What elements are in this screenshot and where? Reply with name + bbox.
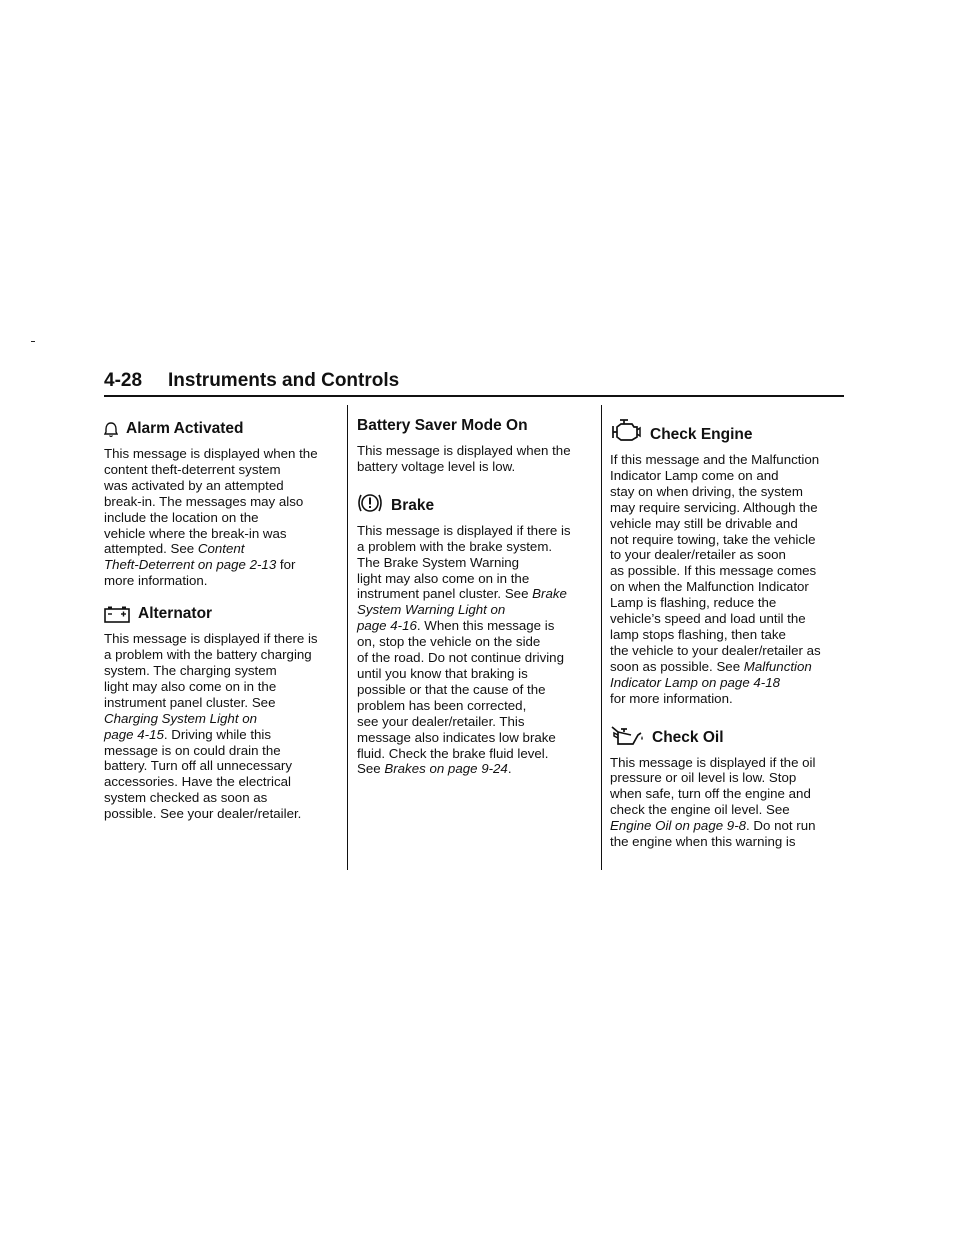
text-line: content theft-deterrent system xyxy=(104,461,281,477)
column-divider xyxy=(347,405,348,870)
text-line: problem has been corrected, xyxy=(357,697,527,713)
chapter-title: Instruments and Controls xyxy=(168,370,400,391)
text-line: battery. Turn off all unnecessary xyxy=(104,758,292,774)
brake-warning-icon xyxy=(357,491,383,515)
text-fragment: soon as possible. See xyxy=(610,658,744,674)
text-fragment: . When this message is xyxy=(416,618,555,634)
text-line: battery voltage level is low. xyxy=(357,458,516,474)
column-3 xyxy=(610,410,846,866)
text-line xyxy=(357,761,593,777)
cross-reference-link[interactable]: Brake xyxy=(532,586,567,602)
alternator-body xyxy=(104,631,340,822)
engine-icon xyxy=(610,418,642,444)
text-line xyxy=(104,541,340,557)
text-line: until you know that braking is xyxy=(357,665,528,681)
text-line: see your dealer/retailer. This xyxy=(357,713,525,729)
text-line: This message is displayed if the oil xyxy=(610,754,816,770)
text-line: lamp stops flashing, then take xyxy=(610,626,786,642)
text-line: system checked as soon as xyxy=(104,790,268,806)
text-line: Lamp is flashing, reduce the xyxy=(610,595,777,611)
text-line: stay on when driving, the system xyxy=(610,483,803,499)
section-title-check-oil xyxy=(610,723,846,747)
section-title-text: Brake xyxy=(391,496,435,514)
text-line: possible. See your dealer/retailer. xyxy=(104,806,302,822)
text-line xyxy=(610,659,846,675)
text-line: instrument panel cluster. See xyxy=(104,694,276,710)
section-title-check-engine xyxy=(610,418,846,444)
section-title-text: Alternator xyxy=(138,605,213,623)
text-line: may require servicing. Although the xyxy=(610,499,818,515)
text-line: include the location on the xyxy=(104,509,259,525)
text-line: vehicle’s speed and load until the xyxy=(610,611,806,627)
check-oil-body xyxy=(610,755,846,850)
battery-icon xyxy=(104,605,130,623)
text-line: more information. xyxy=(104,573,208,589)
text-fragment: for xyxy=(276,557,296,573)
check-engine-body xyxy=(610,452,846,707)
cross-reference-link[interactable]: Content xyxy=(197,541,245,557)
text-line: If this message and the Malfunction xyxy=(610,452,820,467)
cross-reference-link[interactable]: Malfunction xyxy=(743,658,812,674)
cross-reference-link[interactable]: System Warning Light on xyxy=(357,602,506,618)
section-title-text: Alarm Activated xyxy=(126,420,244,437)
text-line: the engine when this warning is xyxy=(610,834,796,850)
text-line: light may also come on in the xyxy=(357,570,530,586)
text-line: This message is displayed when the xyxy=(104,446,318,461)
cross-reference-link[interactable]: Engine Oil on page 9-8 xyxy=(610,818,747,834)
page-number: 4-28 xyxy=(104,370,143,391)
alarm-bell-icon xyxy=(104,422,118,438)
text-line: The Brake System Warning xyxy=(357,554,520,570)
text-line: pressure or oil level is low. Stop xyxy=(610,770,797,786)
text-line: possible or that the cause of the xyxy=(357,681,546,697)
battery-saver-body xyxy=(357,443,593,475)
text-line: break-in. The messages may also xyxy=(104,493,304,509)
text-line: was activated by an attempted xyxy=(104,477,284,493)
text-line: light may also come on in the xyxy=(104,678,277,694)
section-title-alarm-activated xyxy=(104,420,340,438)
oil-can-icon xyxy=(610,723,644,747)
text-line: This message is displayed if there is xyxy=(104,631,318,647)
text-line xyxy=(104,727,340,743)
section-title-text: Check Oil xyxy=(652,728,724,746)
text-line: as possible. If this message comes xyxy=(610,563,817,579)
text-line: system. The charging system xyxy=(104,662,277,678)
text-line xyxy=(610,818,846,834)
section-title-battery-saver xyxy=(357,417,593,435)
text-line xyxy=(357,618,593,634)
page-header xyxy=(104,370,844,397)
text-line: a problem with the battery charging xyxy=(104,647,312,663)
text-line: a problem with the brake system. xyxy=(357,538,553,554)
text-line: the vehicle to your dealer/retailer as xyxy=(610,642,821,658)
text-line: vehicle where the break-in was xyxy=(104,525,287,541)
text-line: This message is displayed when the xyxy=(357,443,571,458)
text-line: to your dealer/retailer as soon xyxy=(610,547,786,563)
cross-reference-link[interactable]: Indicator Lamp on page 4-18 xyxy=(610,674,781,690)
brake-body xyxy=(357,523,593,778)
text-line: not require towing, take the vehicle xyxy=(610,531,816,547)
cross-reference-link[interactable]: Charging System Light on xyxy=(104,710,257,726)
crop-mark xyxy=(31,341,35,342)
text-fragment: . Driving while this xyxy=(163,726,272,742)
section-title-text: Battery Saver Mode On xyxy=(357,417,528,434)
column-2 xyxy=(357,410,593,793)
text-line: for more information. xyxy=(610,690,733,706)
text-line: on, stop the vehicle on the side xyxy=(357,634,541,650)
text-fragment: See xyxy=(357,761,385,777)
text-line: when safe, turn off the engine and xyxy=(610,786,811,802)
text-line: on when the Malfunction Indicator xyxy=(610,579,809,595)
column-1 xyxy=(104,410,340,838)
text-line: check the engine oil level. See xyxy=(610,802,790,818)
text-fragment: attempted. See xyxy=(104,541,198,557)
text-fragment: . Do not run xyxy=(746,818,816,834)
text-line: of the road. Do not continue driving xyxy=(357,650,564,666)
text-line: message also indicates low brake xyxy=(357,729,556,745)
cross-reference-link[interactable]: page 4-15 xyxy=(104,726,164,742)
section-title-alternator xyxy=(104,605,340,623)
cross-reference-link[interactable]: Brakes on page 9-24 xyxy=(384,761,508,777)
text-fragment: . xyxy=(507,761,512,777)
text-line: accessories. Have the electrical xyxy=(104,774,291,790)
text-line: vehicle may still be drivable and xyxy=(610,515,798,531)
text-line xyxy=(357,586,593,602)
alarm-activated-body xyxy=(104,446,340,589)
text-line: Indicator Lamp come on and xyxy=(610,467,779,483)
cross-reference-link[interactable]: page 4-16 xyxy=(357,618,417,634)
cross-reference-link[interactable]: Theft-Deterrent on page 2-13 xyxy=(104,557,277,573)
text-fragment: instrument panel cluster. See xyxy=(357,586,533,602)
text-line: This message is displayed if there is xyxy=(357,522,571,538)
text-line: message is on could drain the xyxy=(104,742,281,758)
section-title-text: Check Engine xyxy=(650,426,753,443)
text-line: fluid. Check the brake fluid level. xyxy=(357,745,549,761)
section-title-brake xyxy=(357,491,593,515)
text-line xyxy=(104,557,340,573)
column-divider xyxy=(601,405,602,870)
